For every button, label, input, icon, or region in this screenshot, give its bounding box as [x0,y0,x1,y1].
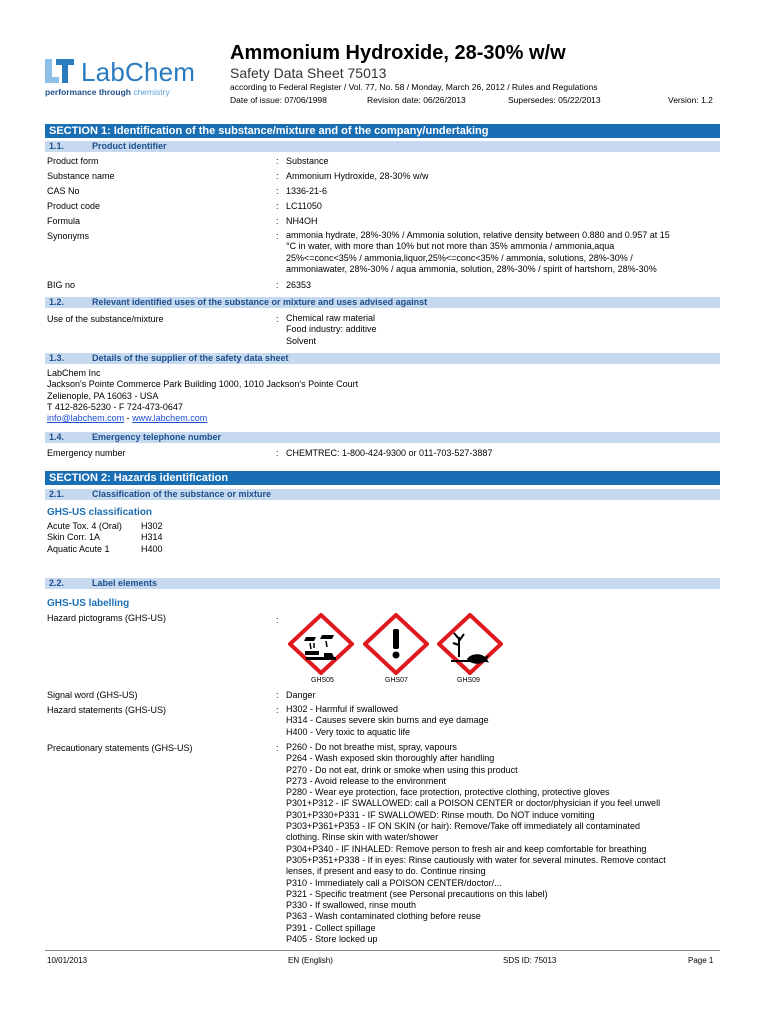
email-link[interactable]: info@labchem.com [47,413,125,424]
product-code-label: Product code [47,201,101,211]
big-no-value: 26353 [286,280,312,290]
ghs07-caption: GHS07 [385,677,408,684]
supplier-address: LabChem Inc Jackson's Pointe Commerce Park Building 1000, 1010 Jackson's Pointe Court Zelienople, PA 16063 - USA T 412-826-5230 - F 724-473-0647 info@labchem.com - www.labchem.com [47,368,359,424]
section-2-header: SECTION 2: Hazards identification [45,471,720,485]
product-code-value: LC11050 [286,201,322,211]
document-subtitle: Safety Data Sheet 75013 [230,65,387,81]
colon: : [276,280,279,290]
use-value: Chemical raw material Food industry: additive Solvent [286,313,377,346]
colon: : [276,705,279,715]
precautionary-statements-value: P260 - Do not breathe mist, spray, vapours P264 - Wash exposed skin thoroughly after handling P270 - Do not eat, drink or smoke when using this product P273 - Avoid release to the environment P280 - Wear eye protection, face protection, protective clothing, protective gloves P301+P312 - IF SWALLOWED: call a POISON CENTER or doctor/physician if you feel unwell P301+P330+P331 - IF SWALLOWED: Rinse mouth. Do NOT induce vomiting P303+P361+P353 - IF ON SKIN (or hair): Remove/Take off immediately all contaminated clothing. Rinse skin with water/shower P304+P340 - IF INHALED: Remove person to fresh air and keep comfortable for breathing P305+P351+P338 - If in eyes: Rinse cautiously with water for several minutes. Remove contact lenses, if present and easy to do. Continue rinsing P310 - Immediately call a POISON CENTER/doctor/... P321 - Specific treatment (see Personal precautions on this label) P330 - If swallowed, rinse mouth P363 - Wash contaminated clothing before reuse P391 - Collect spillage P405 - Store locked up [286,742,666,945]
subsection-1-4: 1.4. Emergency telephone number [45,432,720,443]
subsection-2-2: 2.2. Label elements [45,578,720,589]
product-form-label: Product form [47,156,99,166]
formula-value: NH4OH [286,216,318,226]
big-no-label: BIG no [47,280,76,290]
hazard-statements-value: H302 - Harmful if swallowed H314 - Causes severe skin burns and eye damage H400 - Very toxic to aquatic life [286,704,489,737]
colon: : [276,314,279,324]
website-link[interactable]: www.labchem.com [132,413,208,424]
use-label: Use of the substance/mixture [47,314,164,324]
signal-word-label: Signal word (GHS-US) [47,690,138,700]
pictograms-label: Hazard pictograms (GHS-US) [47,613,167,623]
colon: : [276,201,279,211]
precautionary-statements-label: Precautionary statements (GHS-US) [47,743,193,753]
colon: : [276,448,279,458]
footer-sds-id: SDS ID: 75013 [503,956,557,965]
colon: : [276,690,279,700]
cas-label: CAS No [47,186,80,196]
emergency-value: CHEMTREC: 1-800-424-9300 or 011-703-527-3887 [286,448,493,458]
synonyms-value: ammonia hydrate, 28%-30% / Ammonia solution, relative density between 0.880 and 0.957 at 15 °C in water, with more than 10% but not more than 35% ammonia / ammonia,aqua 25%<=conc<35% / ammonia,liquor,25%<=conc<35% / ammonia, solutions, 28%-30% / ammoniawater, 28%-30% / aqua ammonia, solution, 28%-30% / spirit of hartshorn, 28%-30% [286,230,670,274]
colon: : [276,216,279,226]
ghs-labelling-heading: GHS-US labelling [47,598,130,609]
version: Version: 1.2 [668,95,713,105]
ghs-classification-heading: GHS-US classification [47,507,153,518]
ghs09-environment-icon [437,613,503,675]
regulation-note: according to Federal Register / Vol. 77, No. 58 / Monday, March 26, 2012 / Rules and Regulations [230,82,598,92]
colon: : [276,156,279,166]
date-of-issue: Date of issue: 07/06/1998 [230,95,327,105]
cas-value: 1336-21-6 [286,186,328,196]
footer-date: 10/01/2013 [47,956,88,965]
substance-name-label: Substance name [47,171,115,181]
hazard-statements-label: Hazard statements (GHS-US) [47,705,167,715]
ghs09-caption: GHS09 [457,677,480,684]
colon: : [276,171,279,181]
product-form-value: Substance [286,156,329,166]
footer-language: EN (English) [288,956,333,965]
substance-name-value: Ammonium Hydroxide, 28-30% w/w [286,171,429,181]
formula-label: Formula [47,216,81,226]
logo-wordmark: LabChem [81,57,196,87]
supersedes: Supersedes: 05/22/2013 [508,95,601,105]
signal-word-value: Danger [286,690,316,700]
ghs07-exclamation-icon [363,613,429,675]
revision-date: Revision date: 06/26/2013 [367,95,466,105]
subsection-2-1: 2.1. Classification of the substance or mixture [45,489,720,500]
ghs05-caption: GHS05 [311,677,334,684]
subsection-1-1: 1.1. Product identifier [45,141,720,152]
footer-page-number: Page 1 [688,956,714,965]
colon: : [276,186,279,196]
synonyms-label: Synonyms [47,231,90,241]
colon: : [276,743,279,753]
section-1-header: SECTION 1: Identification of the substance/mixture and of the company/undertaking [45,124,720,138]
logo-tagline: performance through chemistry [45,87,170,97]
subsection-1-2: 1.2. Relevant identified uses of the substance or mixture and uses advised against [45,297,720,308]
colon: : [276,231,279,241]
colon: : [276,615,279,625]
subsection-1-3: 1.3. Details of the supplier of the safety data sheet [45,353,720,364]
document-title: Ammonium Hydroxide, 28-30% w/w [230,42,566,64]
footer-divider [45,950,720,951]
emergency-label: Emergency number [47,448,126,458]
ghs05-corrosion-icon [288,613,354,675]
classification-list: Acute Tox. 4 (Oral) H302 Skin Corr. 1A H314 Aquatic Acute 1 H400 [47,521,163,554]
labchem-logo-icon [45,57,77,85]
